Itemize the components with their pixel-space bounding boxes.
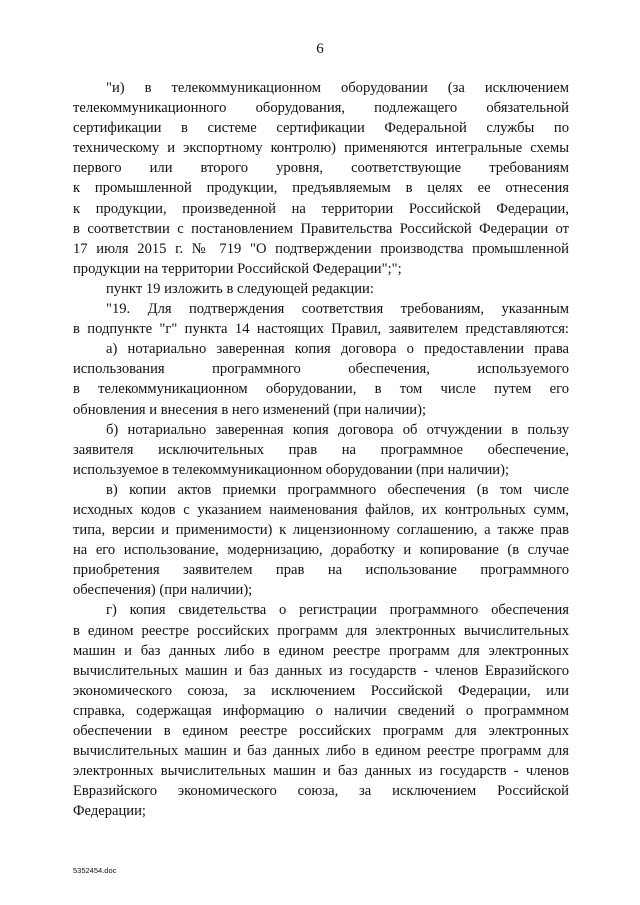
document-body [73,78,569,821]
text-line: обновления и внесения в него изменений (при наличии); [73,401,427,418]
page-number: 6 [316,41,324,57]
text-line: вычислительных машин и баз данных из государств - членов Евразийского [73,662,569,679]
text-line: г) копия свидетельства о регистрации программного обеспечения [106,602,569,619]
text-line: "19. Для подтверждения соответствия требованиям, указанным [106,301,569,318]
text-line: в подпункте "г" пункта 14 настоящих Правил, заявителем представляются: [73,321,569,338]
text-line: первого или второго уровня, соответствующие требованиям [73,160,569,177]
text-line: техническому и экспортному контролю) применяются интегральные схемы [73,140,569,157]
text-line: машин и баз данных либо в едином реестре программ для электронных [73,642,569,659]
text-line: обеспечения) (при наличии); [73,582,253,599]
text-line: справка, содержащая информацию о наличии сведений о программном [73,702,569,719]
text-line: Евразийского экономического союза, за исключением Российской [73,783,569,800]
text-line: используемое в телекоммуникационном оборудовании (при наличии); [73,461,509,478]
text-line: заявителя исключительных прав на программное обеспечение, [73,441,569,458]
text-line: Федерации; [73,803,146,820]
text-line: обеспечении в едином реестре российских программ для электронных [73,723,569,739]
text-line: в телекоммуникационном оборудовании, в том числе путем его [73,381,569,398]
text-line: в едином реестре российских программ для электронных вычислительных [73,622,569,639]
text-line: в соответствии с постановлением Правительства Российской Федерации от [73,220,569,237]
text-line: исходных кодов с указанием наименования файлов, их контрольных сумм, [73,501,569,518]
text-line: а) нотариально заверенная копия договора о предоставлении права [106,341,569,358]
text-line: продукции на территории Российской Федерации";"; [73,260,402,277]
text-line: телекоммуникационного оборудования, подлежащего обязательной [73,100,569,117]
text-line: приобретения заявителем прав на использование программного [73,562,569,579]
text-line: экономического союза, за исключением Российской Федерации, или [73,682,569,699]
text-line: пункт 19 изложить в следующей редакции: [106,280,374,297]
text-line: использования программного обеспечения, используемого [73,361,569,378]
text-line: в) копии актов приемки программного обеспечения (в том числе [106,481,569,498]
text-line: "и) в телекоммуникационном оборудовании (за исключением [106,80,569,96]
text-line: электронных вычислительных машин и баз данных из государств - членов [73,763,569,780]
text-line: вычислительных машин и баз данных либо в едином реестре программ для [73,743,569,760]
text-line: к промышленной продукции, предъявляемым в целях ее отнесения [73,180,569,197]
text-line: сертификации в системе сертификации Федеральной службы по [73,120,569,137]
text-line: 17 июля 2015 г. № 719 "О подтверждении производства промышленной [73,240,569,257]
text-line: типа, версии и применимости) к лицензионному соглашению, а также прав [73,522,569,539]
text-line: к продукции, произведенной на территории Российской Федерации, [73,200,569,217]
text-line: б) нотариально заверенная копия договора об отчуждении в пользу [106,421,569,438]
text-line: на его использование, модернизацию, доработку и копирование (в случае [73,542,569,559]
footer-filename: 5352454.doc [73,866,117,875]
